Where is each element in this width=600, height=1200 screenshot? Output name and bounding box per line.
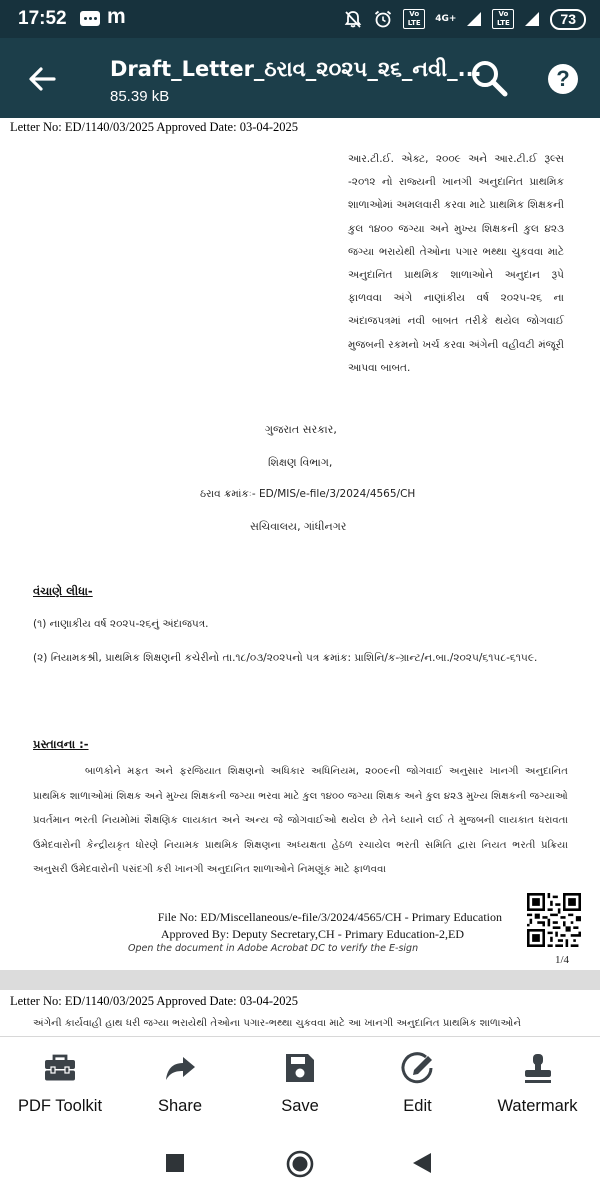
- edit-label: Edit: [403, 1097, 432, 1115]
- battery-indicator: 73: [550, 9, 586, 30]
- preamble-paragraph: બાળકોને મફત અને ફરજિયાત શિક્ષણનો અધિકાર અધિનિયમ, ૨૦૦૯ની જોગવાઈ અનુસાર ખાનગી અનુદાનિત પ્રાથમિક શાળાઓમાં શિક્ષક અને મુખ્ય શિક્ષકની જગ્યા ભરવા માટે કુલ ૧૪૦૦ જગ્યા શિક્ષક અને કુલ ૪૨૩ મુખ્ય શિક્ષકની જગ્યાઓ પ્રવર્તમાન ભરતી નિયમોમાં શૈક્ષણિક લાયકાત અને અન્ય જે જોગવાઈઓ થયેલ છે તેને ધ્યાને લઈ તે મુજબની લાયકાત ધરાવતા ઉમેદવારોની કેન્દ્રીયકૃત ધોરણે નિયામક પ્રાથમિક શિક્ષણના અધ્યક્ષતા હેઠળ રચાયેલ ભરતી સમિતિ દ્વારા નિયત ભરતી પ્રક્રિયા અનુસરી ઉમેદવારોની પસંદગી કરી ખાનગી અનુદાનિત શાળાઓને નિમણૂંક માટે ફાળવવા: [33, 766, 568, 876]
- bell-off-icon: [343, 9, 363, 29]
- file-size: 85.39 kB: [110, 88, 170, 105]
- toolbox-icon: [43, 1053, 77, 1083]
- file-number: File No: ED/Miscellaneous/e-file/3/2024/4565/CH - Primary Education: [157, 910, 502, 924]
- read-heading: વંચાણે લીધા-: [33, 584, 93, 598]
- navigation-bar: [0, 1128, 600, 1200]
- recent-apps-button[interactable]: [166, 1154, 184, 1172]
- bottom-toolbar: [0, 1036, 600, 1129]
- qr-code-image: [527, 893, 581, 947]
- status-bar: [0, 0, 600, 38]
- subject-text: આર.ટી.ઈ. એક્ટ, ૨૦૦૯ અને આર.ટી.ઈ રૂલ્સ -૨૦૧૨ નો રાજ્યની ખાનગી અનુદાનિત પ્રાથમિક શાળાઓમાં અમલવારી કરવા માટે પ્રાથમિક શિક્ષકની કુલ ૧૪૦૦ જગ્યા અને મુખ્ય શિક્ષકની કુલ ૪૨૩ જગ્યા ભરાયેથી તેઓના પગાર ભથ્થા ચુકવવા માટે અનુદાનિત પ્રાથમિક શાળાઓને અનુદાન રૂપે ફાળવવા અંગે નાણાંકીય વર્ષ ૨૦૨૫-૨૬ ના અંદાજપત્રમાં નવી બાબત તરીકે થયેલ જોગવાઈ મુજબની રકમનો ખર્ચ કરવા અંગેની વહીવટી મંજૂરી આપવા બાબત.: [348, 153, 564, 374]
- volte-icon: Vo LTE: [403, 9, 425, 29]
- document-viewer[interactable]: [0, 118, 600, 1036]
- back-arrow-icon[interactable]: [22, 58, 64, 100]
- signal-icon-2: [524, 11, 540, 27]
- esign-verify-note: Open the document in Adobe Acrobat DC to verify the E-sign: [128, 943, 419, 954]
- document-title: Draft_Letter_ઠરાવ_૨૦૨૫_૨૬_નવી_...: [110, 57, 482, 81]
- page-number: 1/4: [555, 954, 570, 966]
- page2-text: અંગેની કાર્યવાહી હાથ ધરી જગ્યા ભરાયેથી તેઓના પગાર-ભથ્થા ચુકવવા માટે આ ખાનગી અનુદાનિત પ્રાથમિક શાળાઓને: [33, 1018, 522, 1029]
- stamp-icon: [521, 1053, 555, 1085]
- reference-2: (૨) નિયામકશ્રી, પ્રાથમિક શિક્ષણની કચેરીનો તા.૧૮/૦૩/૨૦૨૫નો પત્ર ક્રમાંક: પ્રાશિનિ/ક-ગ્રાન્ટ/ન.બા./૨૦૨૫/૬૧૫૮-૬૧૫૯.: [33, 652, 538, 664]
- place-line: સચિવાલય, ગાંધીનગર: [250, 520, 347, 533]
- government-name: ગુજરાત સરકાર,: [265, 423, 337, 436]
- network-type-4g: 4G+: [435, 13, 457, 24]
- watermark-label: Watermark: [497, 1097, 578, 1115]
- save-button[interactable]: [240, 1037, 360, 1129]
- reference-1: (૧) નાણાકીય વર્ષ ૨૦૨૫-૨૬નું અંદાજપત્ર.: [33, 618, 209, 630]
- back-nav-button[interactable]: [412, 1152, 432, 1174]
- pdf-toolkit-label: PDF Toolkit: [17, 1097, 103, 1115]
- preamble-heading: પ્રસ્તાવના :-: [33, 737, 89, 751]
- edit-icon: [401, 1053, 435, 1085]
- home-button[interactable]: [285, 1149, 315, 1179]
- edit-button[interactable]: [360, 1037, 475, 1129]
- resolution-number: ઠરાવ ક્રમાંકઃ- ED/MIS/e-file/3/2024/4565/CH: [200, 488, 416, 500]
- app-notification-m: m: [107, 5, 126, 28]
- share-label: Share: [157, 1097, 203, 1115]
- letter-number-line: Letter No: ED/1140/03/2025 Approved Date: 03-04-2025: [10, 120, 299, 134]
- department-name: શિક્ષણ વિભાગ,: [268, 456, 333, 469]
- approved-by: Approved By: Deputy Secretary,CH - Primary Education-2,ED: [160, 927, 464, 941]
- pdf-page-1: [0, 118, 600, 970]
- share-icon: [163, 1053, 197, 1083]
- help-icon[interactable]: ?: [548, 64, 578, 94]
- app-bar: [0, 38, 600, 118]
- search-icon[interactable]: [469, 58, 509, 98]
- alarm-icon: [373, 9, 393, 29]
- watermark-button[interactable]: [475, 1037, 600, 1129]
- share-button[interactable]: [120, 1037, 240, 1129]
- save-icon: [283, 1053, 317, 1083]
- volte-icon-2: Vo LTE: [492, 9, 514, 29]
- pdf-toolkit-button[interactable]: [0, 1037, 120, 1129]
- signal-icon: [466, 11, 482, 27]
- message-notification-icon: [80, 11, 100, 26]
- status-time: 17:52: [18, 8, 67, 29]
- save-label: Save: [281, 1097, 319, 1115]
- page2-letter-number-line: Letter No: ED/1140/03/2025 Approved Date: 03-04-2025: [10, 994, 299, 1008]
